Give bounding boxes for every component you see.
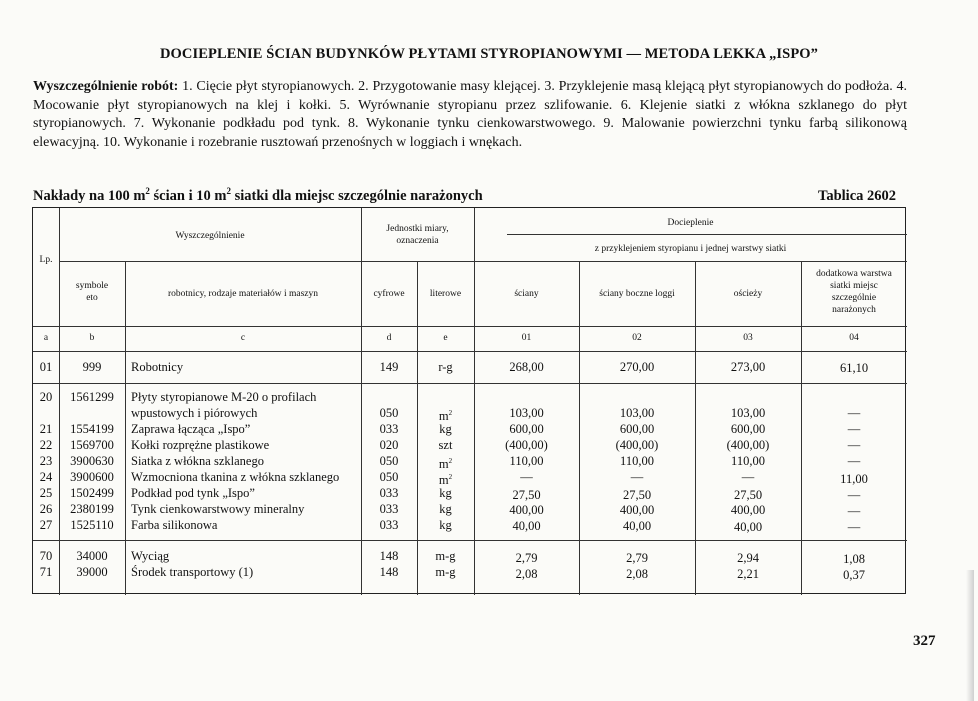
rule <box>33 326 907 327</box>
header-dodatkowa: siatki miejsc <box>830 281 878 291</box>
cell-sciany: 600,00 <box>509 422 544 436</box>
cell-lp: 22 <box>39 438 53 452</box>
cell-literowe: kg <box>439 422 452 436</box>
cell-sciany: (400,00) <box>505 438 548 452</box>
cell-name: Robotnicy <box>131 360 184 374</box>
unit: m <box>438 457 449 472</box>
cell-lp: 21 <box>39 422 53 436</box>
unit-sup: 2 <box>448 409 453 417</box>
cell-dodatkowa: — <box>847 438 861 452</box>
header-jednostki: oznaczenia <box>396 236 439 246</box>
cell-cyfrowe: 050 <box>379 406 399 420</box>
col-letter: 03 <box>743 333 753 343</box>
cell-name: Farba silikonowa <box>131 518 218 532</box>
cell-osciezy: 2,94 <box>737 551 759 565</box>
header-lp: Lp. <box>39 255 53 265</box>
rule <box>125 261 126 595</box>
cell-boczne: 2,08 <box>626 567 648 581</box>
cell-cyfrowe: 148 <box>379 549 399 563</box>
cell-symbol: 999 <box>82 360 102 374</box>
header-jednostki: Jednostki miary, <box>386 224 449 234</box>
header-symbole: symbole <box>75 281 109 291</box>
cell-name: Siatka z włókna szklanego <box>131 454 264 468</box>
cell-literowe: kg <box>439 502 452 516</box>
cell-dodatkowa: 11,00 <box>840 472 868 486</box>
cell-lp: 20 <box>39 390 53 404</box>
cell-lp: 71 <box>39 565 53 579</box>
cell-name: Środek transportowy (1) <box>131 565 254 579</box>
cell-dodatkowa: — <box>847 504 861 518</box>
cell-boczne: 600,00 <box>619 422 655 436</box>
header-sciany: ściany <box>514 289 539 299</box>
cell-lp: 70 <box>39 549 53 563</box>
cell-osciezy: (400,00) <box>726 438 770 452</box>
unit-sup: 2 <box>448 473 453 481</box>
col-letter: d <box>386 333 392 343</box>
cell-boczne: — <box>630 470 644 484</box>
cell-literowe: m-g <box>435 549 456 563</box>
page-number: 327 <box>913 633 936 649</box>
cell-sciany: 103,00 <box>509 406 544 420</box>
cell-osciezy: 103,00 <box>730 406 766 420</box>
cell-boczne: 2,79 <box>626 551 648 565</box>
header-osciezy: ościeży <box>733 289 763 299</box>
cell-sciany: 40,00 <box>512 519 541 533</box>
cell-cyfrowe: 033 <box>379 502 399 516</box>
col-letter: e <box>443 333 448 343</box>
rule <box>59 261 907 262</box>
works-description-text: 1. Cięcie płyt styropianowych. 2. Przygotowanie masy klejącej. 3. Przyklejenie masą klejącą płyt styropianowych do podłoża. 4. Mocowanie płyt styropianowych na klej i kołki. 5. Wyrównanie styropianu przez szlifowanie. 6. Klejenie siatki z włókna szklanego do płyt styropianowych. 7. Wykonanie podkładu pod tynk. 8. Wykonanie tynku cienkowarstwowego. 9. Malowanie powierzchni tynku farbą silikonową elewacyjną. 10. Wykonanie i rozebranie rusztowań przenośnych w loggiach i wnękach. <box>33 79 907 150</box>
cell-dodatkowa: — <box>847 406 861 420</box>
norms-table <box>32 207 906 594</box>
page-title: DOCIEPLENIE ŚCIAN BUDYNKÓW PŁYTAMI STYROPIANOWYMI — METODA LEKKA „ISPO” <box>159 46 819 62</box>
caption-part: siatki dla miejsc szczególnie narażonych <box>230 187 483 204</box>
cell-symbol: 3900630 <box>70 454 114 468</box>
page-edge-shadow <box>966 570 974 701</box>
unit-sup: 2 <box>448 457 453 465</box>
caption-part: ścian i 10 m <box>149 187 227 204</box>
cell-name: Wyciąg <box>131 549 170 563</box>
cell-dodatkowa: 1,08 <box>843 552 865 566</box>
col-letter: c <box>240 333 246 343</box>
cell-dodatkowa: 61,10 <box>839 361 869 375</box>
table-caption <box>33 186 483 205</box>
cell-sciany: 268,00 <box>509 360 544 374</box>
cell-name: Płyty styropianowe M-20 o profilach <box>131 390 317 404</box>
col-letter: 04 <box>849 333 859 343</box>
cell-cyfrowe: 033 <box>379 518 399 532</box>
cell-osciezy: 27,50 <box>733 488 763 502</box>
cell-cyfrowe: 050 <box>379 454 399 468</box>
rule <box>361 208 362 595</box>
works-description <box>33 78 907 152</box>
cell-osciezy: 40,00 <box>733 520 763 534</box>
rule <box>33 383 907 384</box>
cell-boczne: (400,00) <box>615 438 659 452</box>
header-wyszczegolnienie: Wyszczególnienie <box>175 231 245 241</box>
cell-literowe: szt <box>438 438 453 452</box>
cell-name: wpustowych i piórowych <box>131 406 258 420</box>
header-robotnicy: robotnicy, rodzaje materiałów i maszyn <box>167 289 318 299</box>
header-dodatkowa: narażonych <box>832 305 876 315</box>
cell-lp: 26 <box>39 502 53 516</box>
rule <box>474 208 475 595</box>
cell-cyfrowe: 033 <box>379 486 399 500</box>
cell-symbol: 2380199 <box>70 502 114 516</box>
header-dodatkowa: szczególnie <box>831 293 877 303</box>
cell-literowe: kg <box>439 518 452 532</box>
header-literowe: literowe <box>429 289 462 299</box>
cell-lp: 23 <box>39 454 53 468</box>
cell-cyfrowe: 020 <box>379 438 399 452</box>
table-number: Tablica 2602 <box>818 188 897 204</box>
rule <box>33 540 907 541</box>
cell-boczne: 110,00 <box>620 454 654 468</box>
header-symbole: eto <box>86 293 98 303</box>
cell-literowe: kg <box>439 486 452 500</box>
cell-osciezy: 2,21 <box>737 567 759 581</box>
cell-sciany: 2,79 <box>515 551 538 565</box>
col-letter: b <box>89 333 95 343</box>
cell-dodatkowa: — <box>847 422 861 436</box>
cell-literowe: r-g <box>438 360 453 374</box>
cell-symbol: 1502499 <box>70 486 114 500</box>
header-cyfrowe: cyfrowe <box>373 289 405 299</box>
header-z-przyklejeniem: z przyklejeniem styropianu i jednej warstwy siatki <box>594 244 787 254</box>
cell-literowe: m-g <box>435 565 456 579</box>
cell-name: Zaprawa łącząca „Ispo” <box>131 422 251 436</box>
cell-symbol: 1554199 <box>70 422 114 436</box>
cell-dodatkowa: 0,37 <box>843 568 865 582</box>
cell-sciany: — <box>520 470 533 484</box>
cell-boczne: 103,00 <box>619 406 655 420</box>
cell-boczne: 27,50 <box>622 488 652 502</box>
cell-lp: 27 <box>39 518 53 532</box>
cell-symbol: 1525110 <box>70 518 114 532</box>
cell-sciany: 2,08 <box>515 567 538 581</box>
cell-sciany: 27,50 <box>512 488 541 502</box>
works-description-label: Wyszczególnienie robót: <box>33 79 179 94</box>
cell-symbol: 39000 <box>76 565 108 579</box>
cell-lp: 25 <box>39 486 53 500</box>
cell-name: Wzmocniona tkanina z włókna szklanego <box>131 470 340 484</box>
cell-osciezy: 110,00 <box>731 454 765 468</box>
rule <box>507 234 907 235</box>
cell-cyfrowe: 033 <box>379 422 399 436</box>
col-letter: 02 <box>632 333 642 343</box>
cell-boczne: 40,00 <box>622 519 652 533</box>
cell-sciany: 110,00 <box>509 454 544 468</box>
cell-cyfrowe: 149 <box>379 360 399 374</box>
cell-osciezy: — <box>741 470 755 484</box>
header-dodatkowa: dodatkowa warstwa <box>816 269 892 279</box>
col-letter: 01 <box>521 333 532 343</box>
cell-symbol: 34000 <box>76 549 108 563</box>
cell-symbol: 3900600 <box>70 470 114 484</box>
cell-osciezy: 600,00 <box>730 422 766 436</box>
cell-name: Podkład pod tynk „Ispo” <box>131 486 255 500</box>
caption-part: Nakłady na 100 m <box>33 187 146 204</box>
cell-osciezy: 273,00 <box>730 360 766 374</box>
col-letter: a <box>43 333 49 343</box>
cell-name: Tynk cienkowarstwowy mineralny <box>131 502 305 516</box>
caption-sup: 2 <box>226 186 231 196</box>
caption-sup: 2 <box>145 186 150 196</box>
cell-lp: 01 <box>39 360 53 374</box>
cell-symbol: 1569700 <box>70 438 114 452</box>
cell-osciezy: 400,00 <box>730 503 766 517</box>
cell-dodatkowa: — <box>847 488 861 502</box>
cell-dodatkowa: — <box>847 454 861 468</box>
cell-symbol: 1561299 <box>70 390 114 404</box>
cell-boczne: 400,00 <box>619 503 655 517</box>
cell-sciany: 400,00 <box>509 503 544 517</box>
header-docieplenie: Docieplenie <box>667 218 714 228</box>
cell-dodatkowa: — <box>847 520 861 534</box>
cell-name: Kołki rozprężne plastikowe <box>131 438 270 452</box>
cell-cyfrowe: 050 <box>379 470 399 484</box>
cell-boczne: 270,00 <box>619 360 655 374</box>
cell-lp: 24 <box>39 470 53 484</box>
header-boczne: ściany boczne loggi <box>599 289 675 299</box>
unit: m <box>438 473 449 488</box>
unit: m <box>438 409 449 424</box>
rule <box>33 351 907 352</box>
cell-cyfrowe: 148 <box>379 565 399 579</box>
